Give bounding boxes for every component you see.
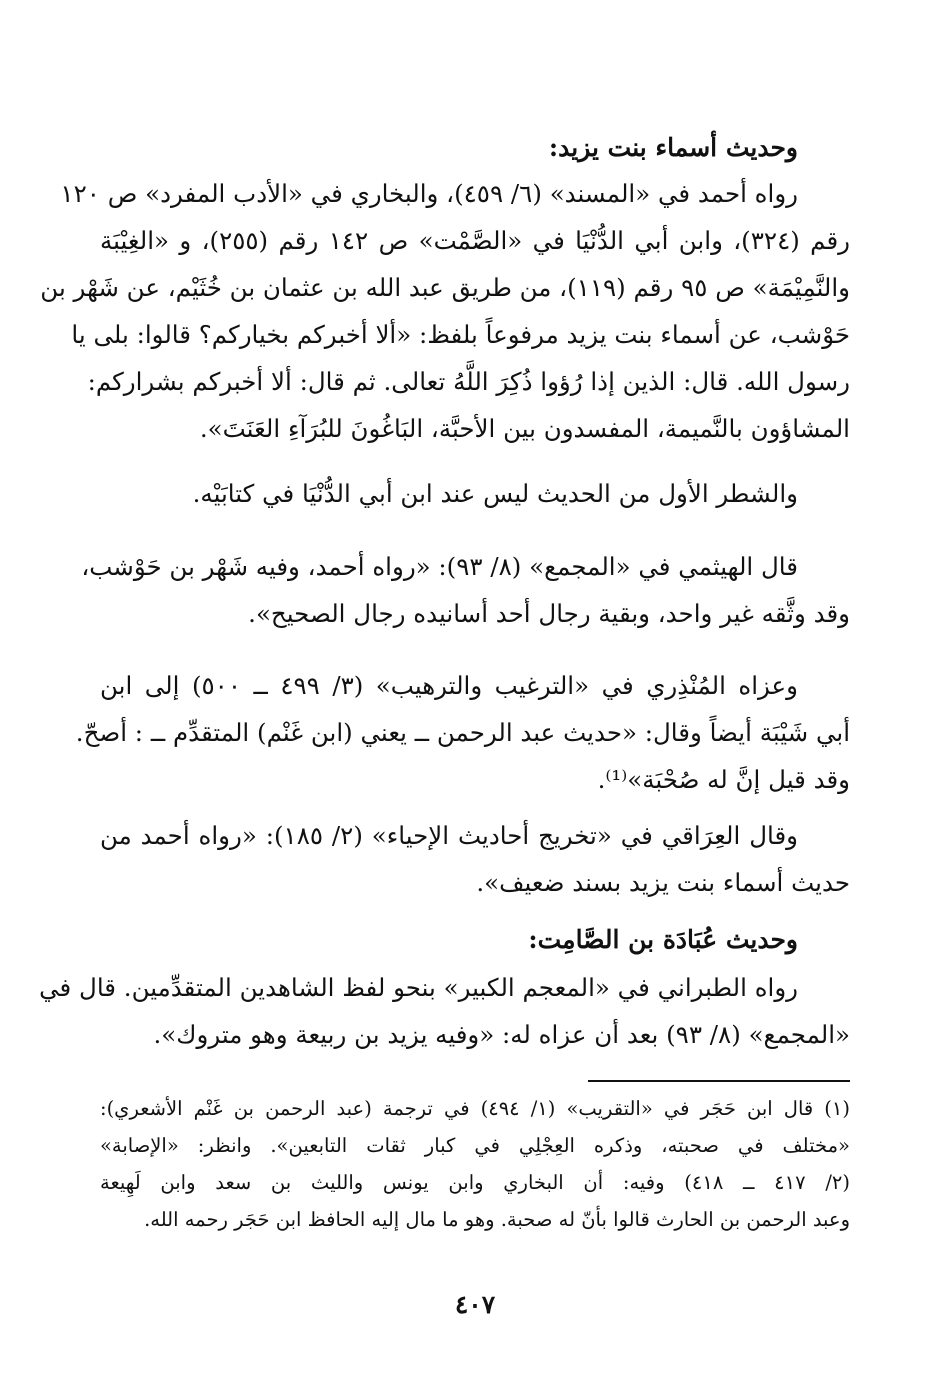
footnote-line: «مختلف في صحبته، وذكره العِجْلِي في كبار ثقات التابعين». وانظر: «الإصابة»	[100, 1134, 850, 1157]
text-line: حديث أسماء بنت يزيد بسند ضعيف».	[476, 868, 850, 897]
text-line: قال الهيثمي في «المجمع» (٨/ ٩٣): «رواه أحمد، وفيه شَهْر بن حَوْشب،	[81, 552, 798, 581]
text-line: أبي شَيْبَة أيضاً وقال: «حديث عبد الرحمن ــ يعني (ابن غَنْم) المتقدِّم ــ : أصحّ.	[75, 718, 850, 747]
text-line: وقد قيل إنَّ له صُحْبَة»⁽¹⁾.	[597, 765, 850, 794]
text-line: والنَّمِيْمَة» ص ٩٥ رقم (١١٩)، من طريق عبد الله بن عثمان بن خُثَيْم، عن شَهْر بن	[40, 273, 850, 302]
text-line: رقم (٣٢٤)، وابن أبي الدُّنْيَا في «الصَّمْت» ص ١٤٢ رقم (٢٥٥)، و «الغِيْبَة	[100, 226, 851, 255]
footnote-separator	[588, 1080, 850, 1082]
text-line: والشطر الأول من الحديث ليس عند ابن أبي الدُّنْيَا في كتابَيْه.	[192, 479, 798, 508]
text-line: المشاؤون بالنَّميمة، المفسدون بين الأحبَّة، البَاغُونَ للبُرَآءِ العَنَتَ».	[199, 414, 850, 443]
text-line: رواه الطبراني في «المعجم الكبير» بنحو لفظ الشاهدين المتقدِّمين. قال في	[39, 973, 798, 1002]
footnote-line: (١) قال ابن حَجَر في «التقريب» (١/ ٤٩٤) في ترجمة (عبد الرحمن بن غَنْم الأشعري):	[100, 1097, 850, 1120]
footnote-line: (٢/ ٤١٧ ــ ٤١٨) وفيه: أن البخاري وابن يونس والليث بن سعد وابن لَهِيعة	[100, 1171, 850, 1194]
text-line: وقد وثَّقه غير واحد، وبقية رجال أحد أسانيده رجال الصحيح».	[248, 599, 850, 628]
section-heading-asma: وحديث أسماء بنت يزيد:	[548, 133, 798, 162]
text-line: وعزاه المُنْذِري في «الترغيب والترهيب» (٣/ ٤٩٩ ــ ٥٠٠) إلى ابن	[100, 671, 799, 700]
text-line: رسول الله. قال: الذين إذا رُؤوا ذُكِرَ اللَّهُ تعالى. ثم قال: ألا أخبركم بشراركم:	[87, 367, 850, 396]
page-number: ٤٠٧	[454, 1290, 496, 1319]
footnote-line: وعبد الرحمن بن الحارث قالوا بأنّ له صحبة. وهو ما مال إليه الحافظ ابن حَجَر رحمه الله.	[144, 1208, 850, 1231]
book-page	[39, 0, 851, 1375]
text-line: رواه أحمد في «المسند» (٦/ ٤٥٩)، والبخاري في «الأدب المفرد» ص ١٢٠	[60, 179, 798, 208]
text-line: «المجمع» (٨/ ٩٣) بعد أن عزاه له: «وفيه يزيد بن ربيعة وهو متروك».	[153, 1020, 850, 1049]
text-line: وقال العِرَاقي في «تخريج أحاديث الإحياء» (٢/ ١٨٥): «رواه أحمد من	[100, 821, 798, 850]
section-heading-ubada: وحديث عُبَادَة بن الصَّامِت:	[528, 925, 798, 954]
text-line: حَوْشب، عن أسماء بنت يزيد مرفوعاً بلفظ: «ألا أخبركم بخياركم؟ قالوا: بلى يا	[71, 320, 850, 349]
